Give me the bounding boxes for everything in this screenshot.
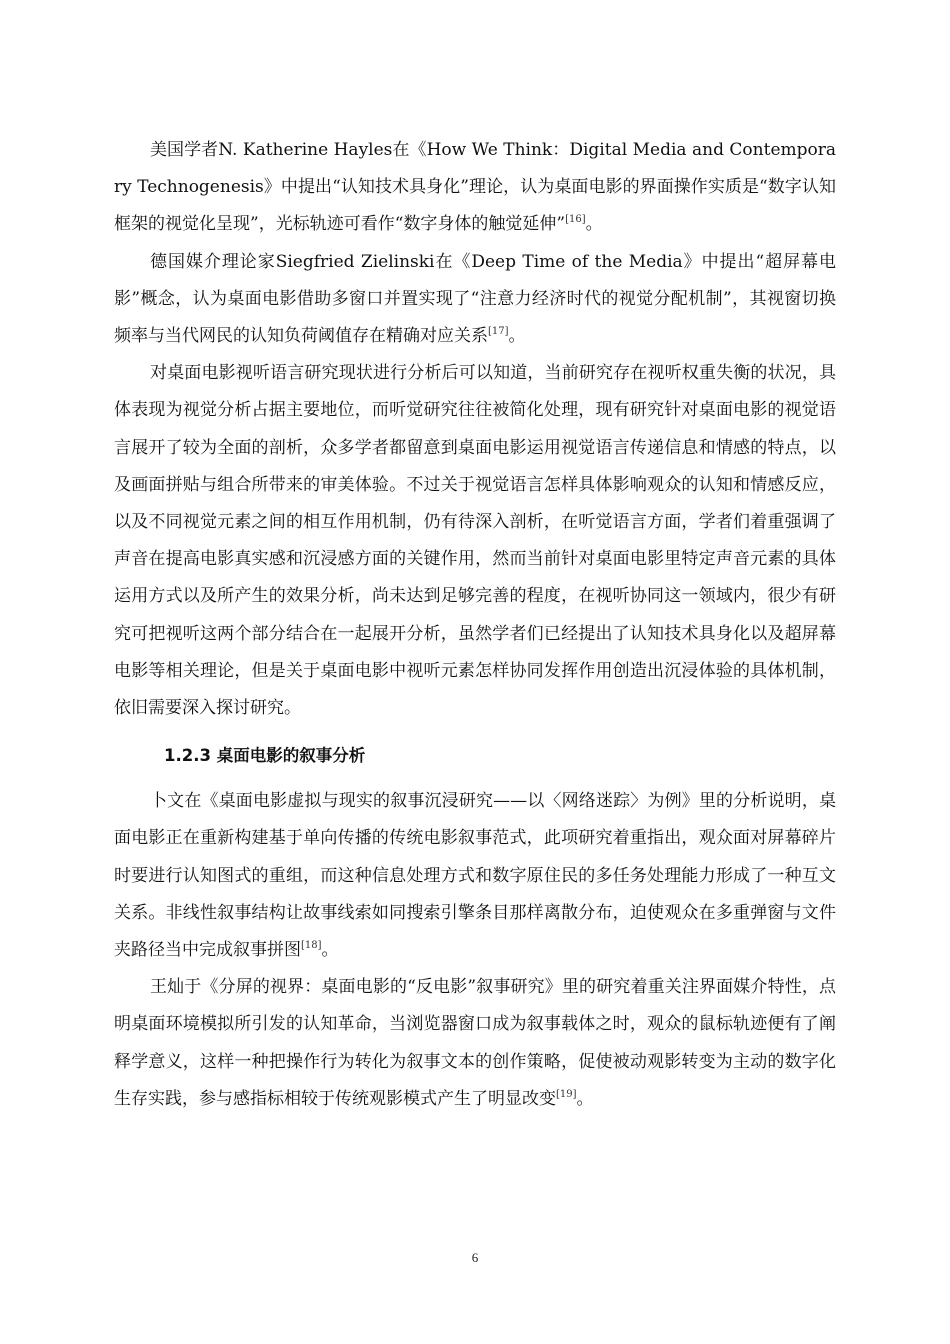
citation-18: [18] [301, 940, 322, 952]
paragraph-end: 。 [321, 940, 339, 961]
paragraph-text: 王灿于《分屏的视界：桌面电影的“反电影”叙事研究》里的研究着重关注界面媒介特性，点明桌面环境模拟所引发的认知革命，当浏览器窗口成为叙事载体之时，观众的鼠标轨迹便有了阐释学意义，这样一种把操作行为转化为叙事文本的创作策略，促使被动观影转变为主动的数字化生存实践，参与感指标相较于传统观影模式产生了明显改变 [114, 977, 836, 1109]
paragraph-wangcan [114, 969, 836, 1118]
paragraph-end: 。 [585, 214, 603, 235]
paragraph-hayles [114, 132, 836, 244]
paragraph-text: 卜文在《桌面电影虚拟与现实的叙事沉浸研究——以〈网络迷踪〉为例》里的分析说明，桌面电影正在重新构建基于单向传播的传统电影叙事范式，此项研究着重指出，观众面对屏幕碎片时要进行认知图式的重组，而这种信息处理方式和数字原住民的多任务处理能力形成了一种互文关系。非线性叙事结构让故事线索如同搜索引擎条目那样离散分布，迫使观众在多重弹窗与文件夹路径当中完成叙事拼图 [114, 791, 836, 961]
paragraph-zielinski [114, 244, 836, 356]
paragraph-text: 对桌面电影视听语言研究现状进行分析后可以知道，当前研究存在视听权重失衡的状况，具体表现为视觉分析占据主要地位，而听觉研究往往被简化处理，现有研究针对桌面电影的视觉语言展开了较为全面的剖析，众多学者都留意到桌面电影运用视觉语言传递信息和情感的特点，以及画面拼贴与组合所带来的审美体验。不过关于视觉语言怎样具体影响观众的认知和情感反应，以及不同视觉元素之间的相互作用机制，仍有待深入剖析，在听觉语言方面，学者们着重强调了声音在提高电影真实感和沉浸感方面的关键作用，然而当前针对桌面电影里特定声音元素的具体运用方式以及所产生的效果分析，尚未达到足够完善的程度，在视听协同这一领域内，很少有研究可把视听这两个部分结合在一起展开分析，虽然学者们已经提出了认知技术具身化以及超屏幕电影等相关理论，但是关于桌面电影中视听元素怎样协同发挥作用创造出沉浸体验的具体机制，依旧需要深入探讨研究。 [114, 363, 836, 719]
citation-17: [17] [488, 326, 509, 338]
section-heading: 1.2.3 桌面电影的叙事分析 [164, 746, 366, 766]
citation-16: [16] [565, 214, 586, 226]
paragraph-buwen [114, 783, 836, 969]
paragraph-text: 德国媒介理论家Siegfried Zielinski在《Deep Time of the Media》中提出“超屏幕电影”概念，认为桌面电影借助多窗口并置实现了“注意力经济时代的视觉分配机制”，其视窗切换频率与当代网民的认知负荷阈值存在精确对应关系 [114, 251, 836, 347]
paragraph-summary [114, 355, 836, 727]
paragraph-end: 。 [576, 1088, 594, 1109]
paragraph-text: 美国学者N. Katherine Hayles在《How We Think：Digital Media and Contemporary Technogenesis》中提出“认知技术具身化”理论，认为桌面电影的界面操作实质是“数字认知框架的视觉化呈现”，光标轨迹可看作“数字身体的触觉延伸” [114, 140, 836, 235]
body-text [114, 132, 836, 1118]
citation-19: [19] [556, 1088, 577, 1100]
page-number: 6 [471, 1250, 479, 1265]
paragraph-end: 。 [508, 326, 526, 347]
